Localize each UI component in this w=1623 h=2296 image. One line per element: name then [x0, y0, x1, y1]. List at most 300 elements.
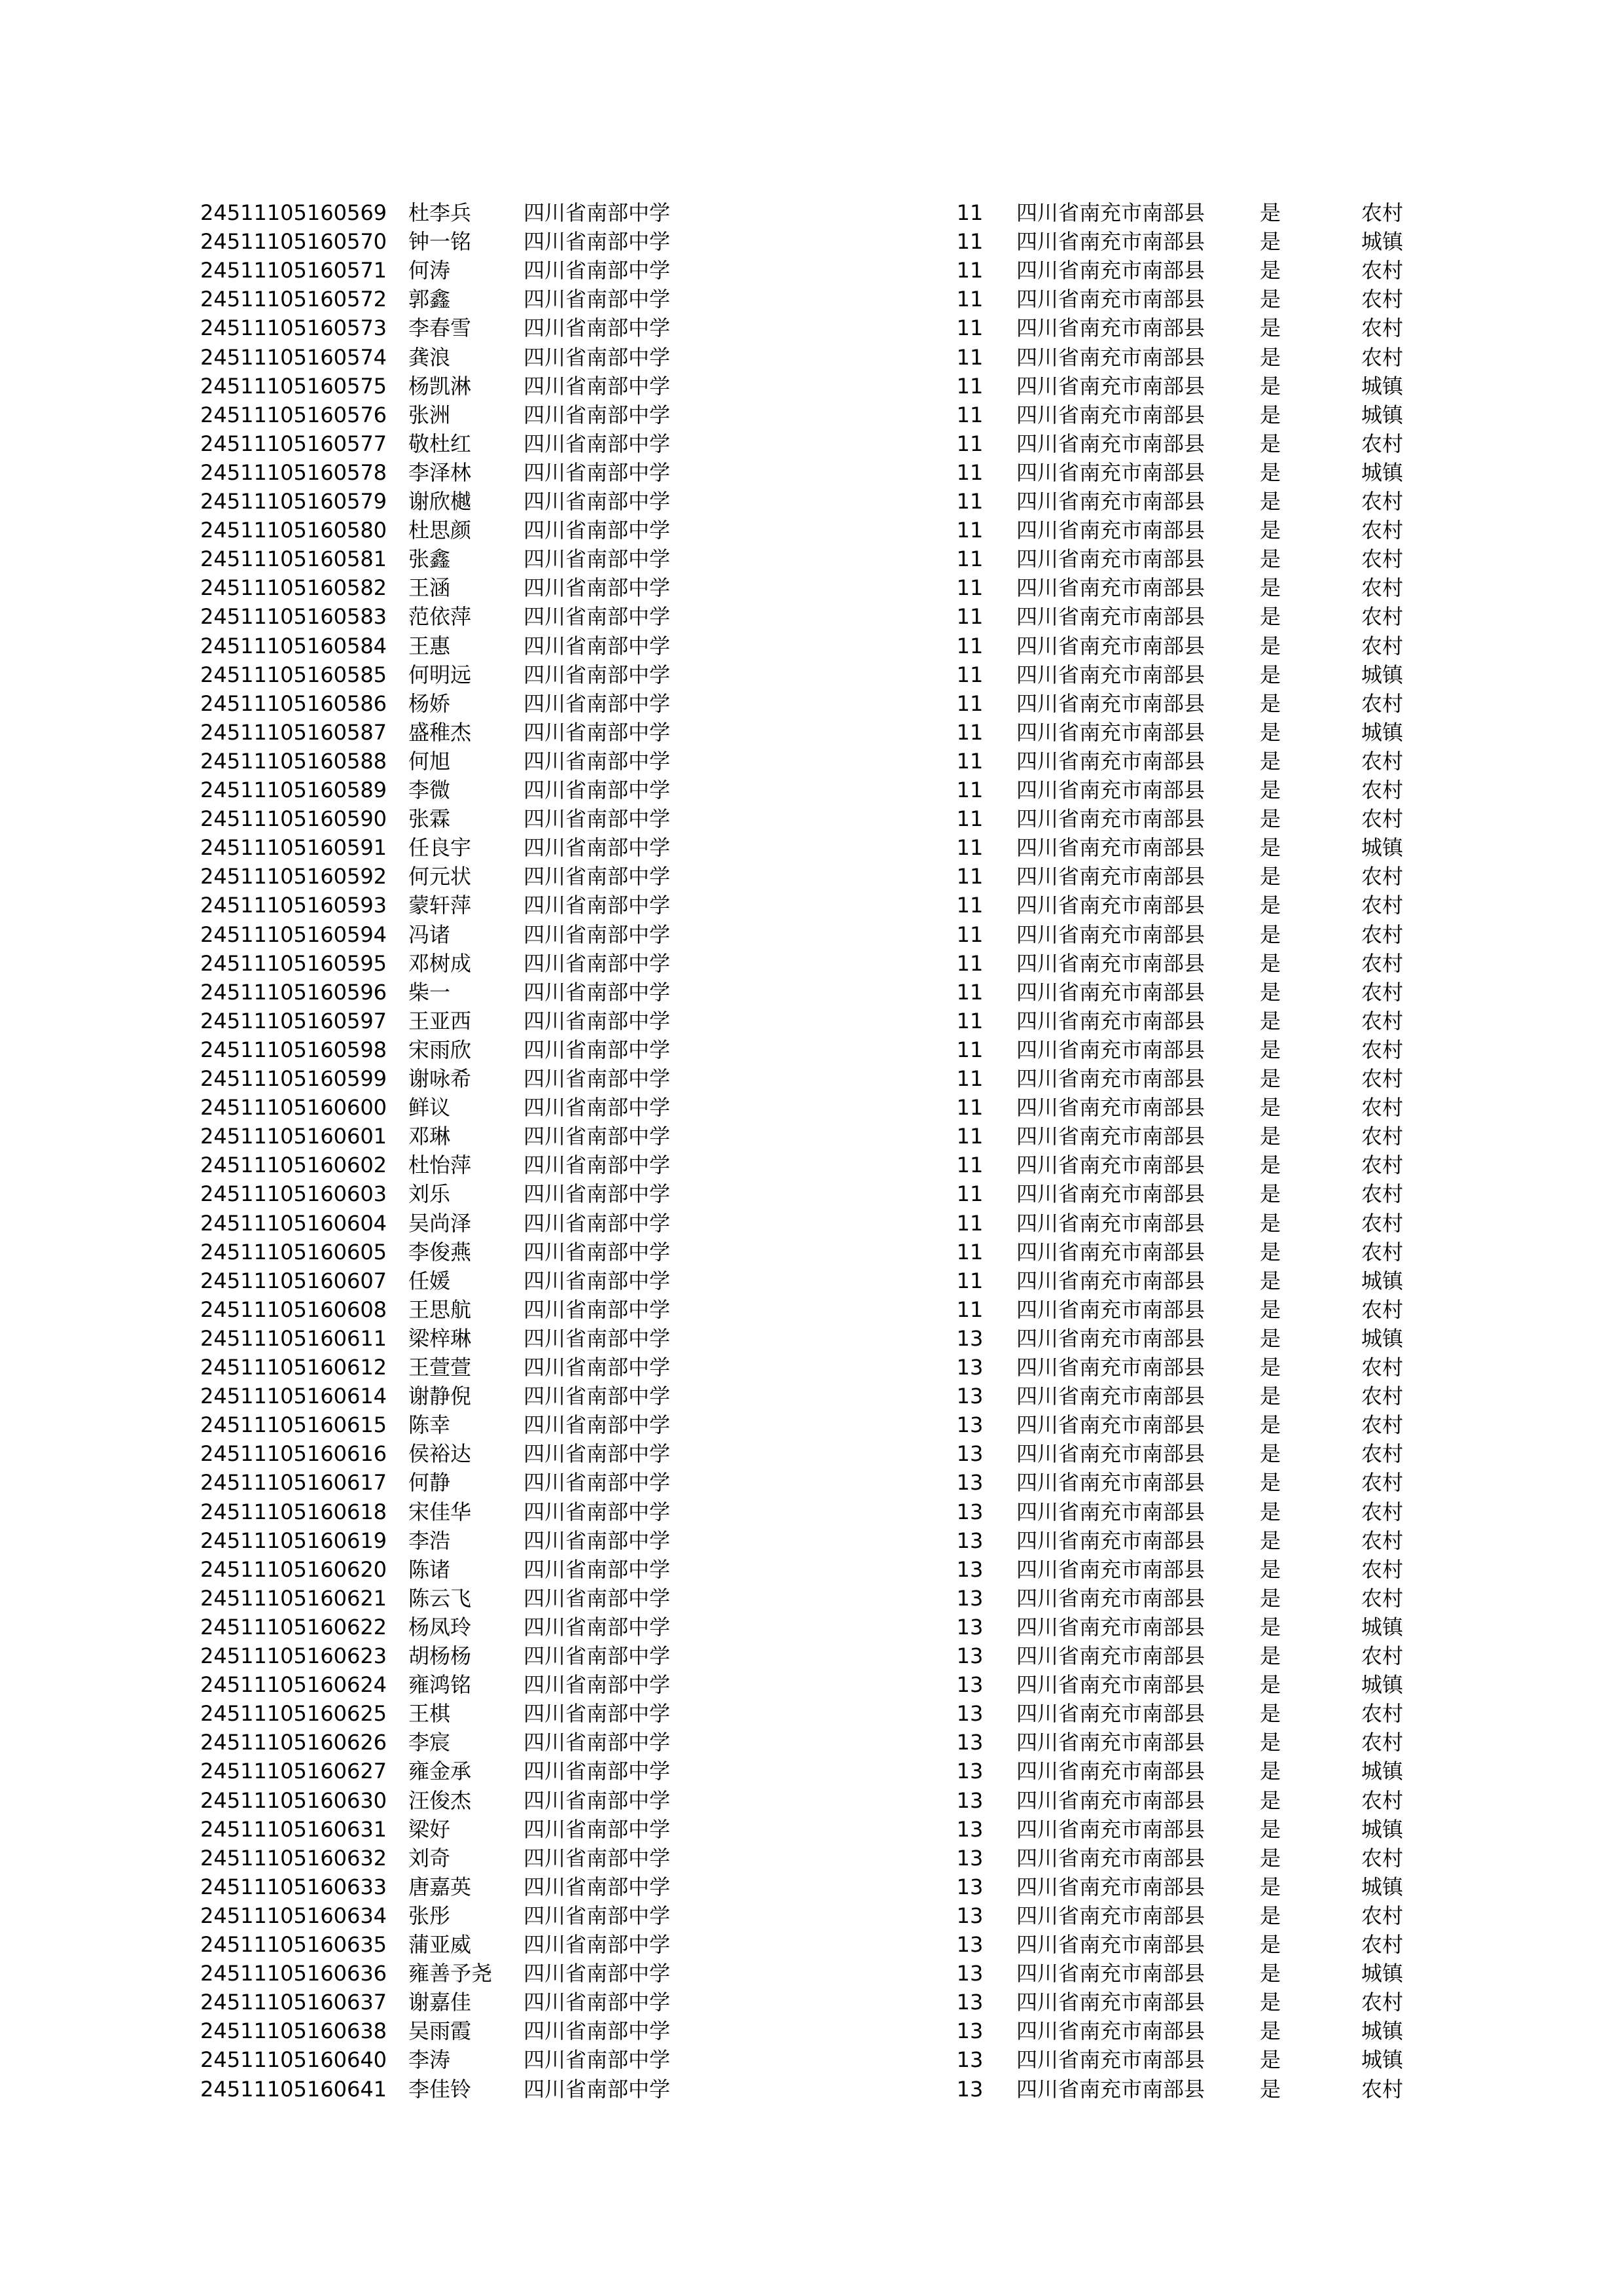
record-id: 24511105160632 — [200, 1845, 387, 1871]
grade-code: 11 — [956, 402, 984, 427]
region-name: 四川省南充市南部县 — [1016, 1008, 1205, 1033]
grade-code: 11 — [956, 1008, 984, 1033]
record-id: 24511105160607 — [200, 1268, 387, 1293]
student-name: 李佳铃 — [408, 2076, 472, 2102]
residence-type: 农村 — [1361, 604, 1404, 630]
school-name: 四川省南部中学 — [524, 979, 671, 1005]
grade-code: 13 — [956, 1816, 984, 1842]
grade-code: 11 — [956, 662, 984, 687]
table-row — [0, 1815, 1623, 1844]
student-name: 王思航 — [408, 1297, 472, 1322]
table-row — [0, 747, 1623, 776]
student-name: 杨娇 — [408, 691, 451, 716]
student-name: 刘乐 — [408, 1181, 451, 1207]
grade-code: 13 — [956, 1990, 984, 2015]
student-name: 胡杨杨 — [408, 1643, 472, 1668]
student-name: 李宸 — [408, 1730, 451, 1755]
region-name: 四川省南充市南部县 — [1016, 1816, 1205, 1842]
region-name: 四川省南充市南部县 — [1016, 1614, 1205, 1640]
residence-type: 农村 — [1361, 2076, 1404, 2102]
grade-code: 11 — [956, 200, 984, 225]
flag-value: 是 — [1260, 1297, 1281, 1322]
student-name: 盛稚杰 — [408, 719, 472, 745]
residence-type: 农村 — [1361, 575, 1404, 601]
flag-value: 是 — [1260, 1210, 1281, 1236]
table-row — [0, 1007, 1623, 1035]
student-name: 李泽林 — [408, 459, 472, 485]
grade-code: 13 — [956, 2076, 984, 2102]
residence-type: 农村 — [1361, 1903, 1404, 1928]
grade-code: 11 — [956, 1181, 984, 1207]
grade-code: 13 — [956, 1730, 984, 1755]
residence-type: 农村 — [1361, 1556, 1404, 1582]
flag-value: 是 — [1260, 1095, 1281, 1121]
residence-type: 农村 — [1361, 1701, 1404, 1727]
region-name: 四川省南充市南部县 — [1016, 1730, 1205, 1755]
residence-type: 农村 — [1361, 1355, 1404, 1380]
student-name: 杜思颜 — [408, 518, 472, 543]
flag-value: 是 — [1260, 1181, 1281, 1207]
flag-value: 是 — [1260, 1614, 1281, 1640]
grade-code: 11 — [956, 258, 984, 283]
residence-type: 农村 — [1361, 344, 1404, 370]
grade-code: 11 — [956, 719, 984, 745]
grade-code: 13 — [956, 1499, 984, 1524]
student-name: 吴雨霞 — [408, 2018, 472, 2044]
flag-value: 是 — [1260, 1066, 1281, 1091]
residence-type: 城镇 — [1361, 1325, 1404, 1351]
table-row — [0, 1844, 1623, 1873]
residence-type: 农村 — [1361, 315, 1404, 341]
school-name: 四川省南部中学 — [524, 835, 671, 861]
table-row — [0, 516, 1623, 545]
school-name: 四川省南部中学 — [524, 1268, 671, 1293]
region-name: 四川省南充市南部县 — [1016, 315, 1205, 341]
student-name: 张洲 — [408, 402, 451, 427]
table-row — [0, 573, 1623, 602]
school-name: 四川省南部中学 — [524, 258, 671, 283]
school-name: 四川省南部中学 — [524, 1672, 671, 1698]
residence-type: 农村 — [1361, 1124, 1404, 1149]
region-name: 四川省南充市南部县 — [1016, 459, 1205, 485]
grade-code: 11 — [956, 604, 984, 630]
school-name: 四川省南部中学 — [524, 1845, 671, 1871]
flag-value: 是 — [1260, 1787, 1281, 1813]
residence-type: 农村 — [1361, 547, 1404, 572]
school-name: 四川省南部中学 — [524, 719, 671, 745]
grade-code: 11 — [956, 778, 984, 802]
table-row — [0, 343, 1623, 372]
table-row — [0, 1613, 1623, 1641]
table-row — [0, 1179, 1623, 1208]
school-name: 四川省南部中学 — [524, 1759, 671, 1784]
table-row — [0, 429, 1623, 458]
table-row — [0, 949, 1623, 978]
grade-code: 11 — [956, 518, 984, 543]
residence-type: 农村 — [1361, 431, 1404, 456]
residence-type: 农村 — [1361, 1297, 1404, 1322]
region-name: 四川省南充市南部县 — [1016, 1066, 1205, 1091]
student-name: 雍金承 — [408, 1759, 472, 1784]
flag-value: 是 — [1260, 1903, 1281, 1928]
grade-code: 13 — [956, 1787, 984, 1813]
flag-value: 是 — [1260, 1845, 1281, 1871]
record-id: 24511105160588 — [200, 748, 387, 774]
residence-type: 农村 — [1361, 1499, 1404, 1524]
record-id: 24511105160602 — [200, 1153, 387, 1178]
grade-code: 11 — [956, 547, 984, 572]
record-id: 24511105160578 — [200, 459, 387, 485]
residence-type: 农村 — [1361, 748, 1404, 774]
region-name: 四川省南充市南部县 — [1016, 575, 1205, 601]
residence-type: 城镇 — [1361, 2018, 1404, 2044]
grade-code: 11 — [956, 1239, 984, 1265]
grade-code: 11 — [956, 1066, 984, 1091]
table-row — [0, 660, 1623, 689]
region-name: 四川省南充市南部县 — [1016, 1874, 1205, 1899]
grade-code: 13 — [956, 1441, 984, 1467]
student-name: 宋佳华 — [408, 1499, 472, 1524]
table-row — [0, 1930, 1623, 1959]
table-row — [0, 920, 1623, 949]
table-row — [0, 1988, 1623, 2017]
region-name: 四川省南充市南部县 — [1016, 922, 1205, 947]
school-name: 四川省南部中学 — [524, 402, 671, 427]
table-row — [0, 1382, 1623, 1410]
flag-value: 是 — [1260, 518, 1281, 543]
grade-code: 13 — [956, 1528, 984, 1553]
flag-value: 是 — [1260, 1556, 1281, 1582]
region-name: 四川省南充市南部县 — [1016, 1095, 1205, 1121]
residence-type: 农村 — [1361, 287, 1404, 312]
student-name: 邓琳 — [408, 1124, 451, 1149]
record-id: 24511105160611 — [200, 1325, 387, 1351]
flag-value: 是 — [1260, 1470, 1281, 1496]
student-name: 钟一铭 — [408, 229, 472, 255]
grade-code: 11 — [956, 633, 984, 658]
student-name: 王惠 — [408, 633, 451, 658]
flag-value: 是 — [1260, 748, 1281, 774]
record-id: 24511105160580 — [200, 518, 387, 543]
flag-value: 是 — [1260, 1355, 1281, 1380]
school-name: 四川省南部中学 — [524, 691, 671, 716]
student-name: 梁好 — [408, 1816, 451, 1842]
record-id: 24511105160594 — [200, 922, 387, 947]
region-name: 四川省南充市南部县 — [1016, 864, 1205, 889]
grade-code: 13 — [956, 1384, 984, 1409]
region-name: 四川省南充市南部县 — [1016, 1643, 1205, 1668]
table-row — [0, 1122, 1623, 1151]
table-row — [0, 285, 1623, 314]
record-id: 24511105160604 — [200, 1210, 387, 1236]
student-name: 邓树成 — [408, 950, 472, 976]
table-row — [0, 1064, 1623, 1093]
record-id: 24511105160636 — [200, 1961, 387, 1986]
flag-value: 是 — [1260, 287, 1281, 312]
record-id: 24511105160631 — [200, 1816, 387, 1842]
student-name: 张彤 — [408, 1903, 451, 1928]
record-id: 24511105160590 — [200, 806, 387, 832]
table-row — [0, 1526, 1623, 1555]
table-row — [0, 256, 1623, 285]
table-row — [0, 1757, 1623, 1785]
grade-code: 11 — [956, 431, 984, 456]
table-row — [0, 545, 1623, 573]
grade-code: 13 — [956, 1701, 984, 1727]
table-row — [0, 891, 1623, 920]
school-name: 四川省南部中学 — [524, 1095, 671, 1121]
flag-value: 是 — [1260, 459, 1281, 485]
table-row — [0, 1555, 1623, 1584]
school-name: 四川省南部中学 — [524, 1903, 671, 1928]
table-row — [0, 602, 1623, 631]
student-name: 蒲亚威 — [408, 1932, 472, 1957]
record-id: 24511105160612 — [200, 1355, 387, 1380]
flag-value: 是 — [1260, 1008, 1281, 1033]
student-name: 李涛 — [408, 2047, 451, 2073]
record-id: 24511105160582 — [200, 575, 387, 601]
student-name: 何静 — [408, 1470, 451, 1496]
record-id: 24511105160575 — [200, 373, 387, 399]
record-id: 24511105160569 — [200, 200, 387, 225]
flag-value: 是 — [1260, 1990, 1281, 2015]
flag-value: 是 — [1260, 547, 1281, 572]
record-id: 24511105160623 — [200, 1643, 387, 1668]
region-name: 四川省南充市南部县 — [1016, 748, 1205, 774]
student-name: 鲜议 — [408, 1095, 451, 1121]
grade-code: 13 — [956, 2018, 984, 2044]
residence-type: 城镇 — [1361, 2047, 1404, 2073]
region-name: 四川省南充市南部县 — [1016, 662, 1205, 687]
grade-code: 13 — [956, 1412, 984, 1438]
student-name: 王萱萱 — [408, 1355, 472, 1380]
grade-code: 13 — [956, 1932, 984, 1957]
record-id: 24511105160620 — [200, 1556, 387, 1582]
table-row — [0, 487, 1623, 516]
region-name: 四川省南充市南部县 — [1016, 1297, 1205, 1322]
flag-value: 是 — [1260, 1037, 1281, 1062]
table-row — [0, 1324, 1623, 1353]
student-name: 雍善予尧 — [408, 1961, 493, 1986]
grade-code: 11 — [956, 1210, 984, 1236]
residence-type: 农村 — [1361, 950, 1404, 976]
table-row — [0, 1584, 1623, 1613]
record-id: 24511105160635 — [200, 1932, 387, 1957]
grade-code: 13 — [956, 1845, 984, 1871]
flag-value: 是 — [1260, 1528, 1281, 1553]
school-name: 四川省南部中学 — [524, 864, 671, 889]
region-name: 四川省南充市南部县 — [1016, 1124, 1205, 1149]
school-name: 四川省南部中学 — [524, 1153, 671, 1178]
residence-type: 城镇 — [1361, 662, 1404, 687]
residence-type: 城镇 — [1361, 373, 1404, 399]
region-name: 四川省南充市南部县 — [1016, 1210, 1205, 1236]
school-name: 四川省南部中学 — [524, 518, 671, 543]
region-name: 四川省南充市南部县 — [1016, 489, 1205, 514]
table-row — [0, 776, 1623, 804]
school-name: 四川省南部中学 — [524, 1297, 671, 1322]
grade-code: 13 — [956, 1672, 984, 1698]
table-row — [0, 1873, 1623, 1901]
flag-value: 是 — [1260, 1643, 1281, 1668]
record-id: 24511105160599 — [200, 1066, 387, 1091]
student-name: 李春雪 — [408, 315, 472, 341]
record-id: 24511105160573 — [200, 315, 387, 341]
school-name: 四川省南部中学 — [524, 1470, 671, 1496]
flag-value: 是 — [1260, 778, 1281, 802]
table-row — [0, 689, 1623, 718]
record-id: 24511105160587 — [200, 719, 387, 745]
school-name: 四川省南部中学 — [524, 1008, 671, 1033]
table-row — [0, 314, 1623, 342]
flag-value: 是 — [1260, 1672, 1281, 1698]
school-name: 四川省南部中学 — [524, 1643, 671, 1668]
flag-value: 是 — [1260, 835, 1281, 861]
flag-value: 是 — [1260, 864, 1281, 889]
student-name: 王棋 — [408, 1701, 451, 1727]
table-row — [0, 227, 1623, 256]
grade-code: 11 — [956, 806, 984, 832]
grade-code: 11 — [956, 373, 984, 399]
student-name: 张霖 — [408, 806, 451, 832]
school-name: 四川省南部中学 — [524, 1355, 671, 1380]
grade-code: 13 — [956, 1903, 984, 1928]
grade-code: 13 — [956, 1874, 984, 1899]
school-name: 四川省南部中学 — [524, 287, 671, 312]
flag-value: 是 — [1260, 1239, 1281, 1265]
flag-value: 是 — [1260, 344, 1281, 370]
school-name: 四川省南部中学 — [524, 200, 671, 225]
record-id: 24511105160614 — [200, 1384, 387, 1409]
grade-code: 11 — [956, 864, 984, 889]
grade-code: 11 — [956, 979, 984, 1005]
school-name: 四川省南部中学 — [524, 806, 671, 832]
region-name: 四川省南充市南部县 — [1016, 547, 1205, 572]
school-name: 四川省南部中学 — [524, 431, 671, 456]
residence-type: 农村 — [1361, 1990, 1404, 2015]
region-name: 四川省南充市南部县 — [1016, 1932, 1205, 1957]
school-name: 四川省南部中学 — [524, 1990, 671, 2015]
school-name: 四川省南部中学 — [524, 1787, 671, 1813]
student-name: 吴尚泽 — [408, 1210, 472, 1236]
flag-value: 是 — [1260, 950, 1281, 976]
record-id: 24511105160615 — [200, 1412, 387, 1438]
school-name: 四川省南部中学 — [524, 1556, 671, 1582]
region-name: 四川省南充市南部县 — [1016, 835, 1205, 861]
flag-value: 是 — [1260, 1816, 1281, 1842]
flag-value: 是 — [1260, 1153, 1281, 1178]
grade-code: 11 — [956, 459, 984, 485]
flag-value: 是 — [1260, 489, 1281, 514]
region-name: 四川省南充市南部县 — [1016, 1355, 1205, 1380]
region-name: 四川省南充市南部县 — [1016, 806, 1205, 832]
school-name: 四川省南部中学 — [524, 2018, 671, 2044]
school-name: 四川省南部中学 — [524, 778, 671, 802]
grade-code: 13 — [956, 2047, 984, 2073]
record-id: 24511105160581 — [200, 547, 387, 572]
flag-value: 是 — [1260, 229, 1281, 255]
school-name: 四川省南部中学 — [524, 1961, 671, 1986]
flag-value: 是 — [1260, 200, 1281, 225]
region-name: 四川省南充市南部县 — [1016, 1759, 1205, 1784]
school-name: 四川省南部中学 — [524, 1874, 671, 1899]
record-id: 24511105160597 — [200, 1008, 387, 1033]
table-row — [0, 804, 1623, 833]
record-id: 24511105160617 — [200, 1470, 387, 1496]
school-name: 四川省南部中学 — [524, 547, 671, 572]
residence-type: 城镇 — [1361, 719, 1404, 745]
residence-type: 农村 — [1361, 1470, 1404, 1496]
student-name: 杜李兵 — [408, 200, 472, 225]
record-id: 24511105160593 — [200, 893, 387, 918]
student-name: 陈幸 — [408, 1412, 451, 1438]
table-row — [0, 1093, 1623, 1122]
student-name: 陈诸 — [408, 1556, 451, 1582]
school-name: 四川省南部中学 — [524, 1528, 671, 1553]
record-id: 24511105160589 — [200, 778, 387, 802]
region-name: 四川省南充市南部县 — [1016, 287, 1205, 312]
flag-value: 是 — [1260, 1961, 1281, 1986]
record-id: 24511105160634 — [200, 1903, 387, 1928]
residence-type: 城镇 — [1361, 1614, 1404, 1640]
grade-code: 13 — [956, 1470, 984, 1496]
residence-type: 农村 — [1361, 1239, 1404, 1265]
record-id: 24511105160616 — [200, 1441, 387, 1467]
residence-type: 农村 — [1361, 1787, 1404, 1813]
grade-code: 11 — [956, 748, 984, 774]
student-name: 任媛 — [408, 1268, 451, 1293]
residence-type: 城镇 — [1361, 1759, 1404, 1784]
region-name: 四川省南充市南部县 — [1016, 1153, 1205, 1178]
residence-type: 农村 — [1361, 979, 1404, 1005]
region-name: 四川省南充市南部县 — [1016, 1528, 1205, 1553]
region-name: 四川省南充市南部县 — [1016, 979, 1205, 1005]
residence-type: 城镇 — [1361, 1816, 1404, 1842]
record-id: 24511105160571 — [200, 258, 387, 283]
flag-value: 是 — [1260, 806, 1281, 832]
region-name: 四川省南充市南部县 — [1016, 1585, 1205, 1611]
region-name: 四川省南充市南部县 — [1016, 1556, 1205, 1582]
student-name: 何涛 — [408, 258, 451, 283]
record-id: 24511105160584 — [200, 633, 387, 658]
grade-code: 11 — [956, 950, 984, 976]
flag-value: 是 — [1260, 1384, 1281, 1409]
flag-value: 是 — [1260, 604, 1281, 630]
grade-code: 13 — [956, 1325, 984, 1351]
record-id: 24511105160625 — [200, 1701, 387, 1727]
table-row — [0, 1238, 1623, 1266]
table-row — [0, 1035, 1623, 1064]
grade-code: 13 — [956, 1759, 984, 1784]
region-name: 四川省南充市南部县 — [1016, 344, 1205, 370]
record-id: 24511105160595 — [200, 950, 387, 976]
flag-value: 是 — [1260, 1730, 1281, 1755]
student-name: 敬杜红 — [408, 431, 472, 456]
record-id: 24511105160574 — [200, 344, 387, 370]
table-row — [0, 632, 1623, 660]
residence-type: 农村 — [1361, 1528, 1404, 1553]
record-id: 24511105160603 — [200, 1181, 387, 1207]
region-name: 四川省南充市南部县 — [1016, 1412, 1205, 1438]
flag-value: 是 — [1260, 402, 1281, 427]
table-row — [0, 372, 1623, 401]
student-name: 龚浪 — [408, 344, 451, 370]
record-id: 24511105160572 — [200, 287, 387, 312]
record-id: 24511105160592 — [200, 864, 387, 889]
flag-value: 是 — [1260, 691, 1281, 716]
residence-type: 城镇 — [1361, 1874, 1404, 1899]
school-name: 四川省南部中学 — [524, 1037, 671, 1062]
